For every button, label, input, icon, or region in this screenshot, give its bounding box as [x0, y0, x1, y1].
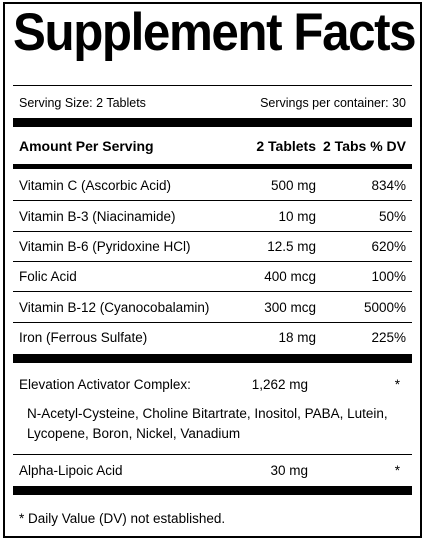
divider	[13, 200, 412, 201]
nutrient-amount: 18 mg	[278, 330, 316, 345]
ingredients-line: Lycopene, Boron, Nickel, Vanadium	[27, 426, 241, 441]
serving-size: Serving Size: 2 Tablets	[19, 96, 146, 110]
complex-amount: 1,262 mg	[251, 377, 308, 392]
divider-thick	[13, 354, 412, 363]
nutrient-amount: 400 mcg	[264, 269, 316, 284]
divider	[13, 261, 412, 262]
ingredients-line: N-Acetyl-Cysteine, Choline Bitartrate, Inositol, PABA, Lutein,	[27, 406, 388, 421]
divider	[13, 322, 412, 323]
divider	[13, 85, 412, 86]
alpha-dv: *	[394, 463, 400, 478]
nutrient-name: Folic Acid	[19, 269, 77, 284]
complex-dv: *	[394, 377, 400, 392]
divider-medium	[13, 164, 412, 169]
nutrient-name: Iron (Ferrous Sulfate)	[19, 330, 148, 345]
nutrient-amount: 12.5 mg	[267, 239, 316, 254]
complex-ingredients	[27, 404, 406, 444]
divider	[13, 291, 412, 292]
divider	[13, 231, 412, 232]
nutrient-amount: 300 mcg	[264, 300, 316, 315]
nutrient-dv: 50%	[378, 209, 406, 224]
supplement-facts-panel	[3, 2, 422, 538]
nutrient-dv: 620%	[371, 239, 406, 254]
header-dv: 2 Tabs % DV	[323, 138, 406, 154]
nutrient-name: Vitamin C (Ascorbic Acid)	[19, 178, 172, 193]
nutrient-amount: 500 mg	[270, 178, 316, 193]
nutrient-name: Vitamin B-6 (Pyridoxine HCl)	[19, 239, 191, 254]
nutrient-dv: 100%	[371, 269, 406, 284]
nutrient-name: Vitamin B-3 (Niacinamide)	[19, 209, 176, 224]
divider-thick	[13, 118, 412, 127]
nutrient-dv: 225%	[371, 330, 406, 345]
servings-per-container: Servings per container: 30	[260, 96, 406, 110]
alpha-name: Alpha-Lipoic Acid	[19, 463, 123, 478]
header-amount-per-serving: Amount Per Serving	[19, 138, 154, 154]
footnote: * Daily Value (DV) not established.	[19, 511, 226, 526]
nutrient-dv: 5000%	[363, 300, 406, 315]
divider	[13, 454, 412, 455]
nutrient-amount: 10 mg	[278, 209, 316, 224]
header-2-tablets: 2 Tablets	[256, 138, 316, 154]
panel-title: Supplement Facts	[13, 3, 416, 62]
nutrient-dv: 834%	[371, 178, 406, 193]
nutrient-name: Vitamin B-12 (Cyanocobalamin)	[19, 300, 210, 315]
divider-thick	[13, 486, 412, 495]
alpha-amount: 30 mg	[270, 463, 308, 478]
complex-name: Elevation Activator Complex:	[19, 377, 191, 392]
